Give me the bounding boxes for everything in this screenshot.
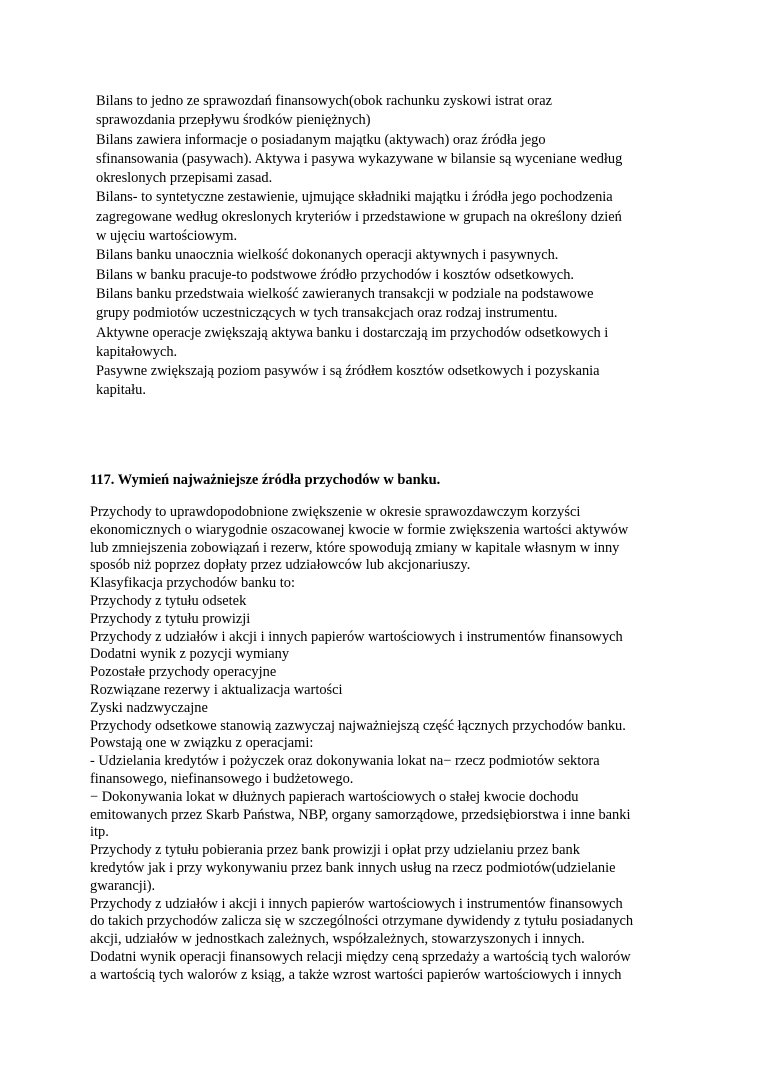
text-line: Bilans w banku pracuje-to podstwowe źródło przychodów i kosztów odsetkowych. [96,266,574,283]
text-line: Pasywne zwiększają poziom pasywów i są źródłem kosztów odsetkowych i pozyskania [96,363,600,380]
text-line: Bilans- to syntetyczne zestawienie, ujmujące składniki majątku i źródła jego pochodzenia [96,189,613,206]
text-line: okreslonych przepisami zasad. [96,170,273,187]
text-line: lub zmniejszenia zobowiązań i rezerw, które spowodują zmiany w kapitale własnym w inny [90,539,620,556]
text-line: finansowego, niefinansowego i budżetowego. [90,770,354,787]
text-line: Przychody to uprawdopodobnione zwiększenie w okresie sprawozdawczym korzyści [90,504,581,520]
list-item: Zyski nadzwyczajne [90,699,208,716]
text-line: do takich przychodów zalicza się w szczególności otrzymane dywidendy z tytułu posiadanych [90,913,634,930]
text-line: itp. [90,824,109,841]
text-line: kapitału. [96,382,146,399]
text-line: gwarancji). [90,877,156,894]
list-item: Dodatni wynik z pozycji wymiany [90,646,290,663]
text-line: Dodatni wynik operacji finansowych relacji między ceną sprzedaży a wartością tych walorów [90,948,631,965]
text-line: Przychody z tytułu pobierania przez bank prowizji i opłat przy udzielaniu przez bank [90,842,580,859]
text-line: Przychody odsetkowe stanowią zazwyczaj najważniejszą część łącznych przychodów banku. [90,717,626,734]
text-line: emitowanych przez Skarb Państwa, NBP, organy samorządowe, przedsiębiorstwa i inne banki [90,806,631,823]
text-line: Klasyfikacja przychodów banku to: [90,575,296,592]
list-item: Przychody z tytułu prowizji [90,610,251,627]
text-line: sposób niż poprzez dopłaty przez udziałowców lub akcjonariuszy. [90,557,471,574]
question-heading: 117. Wymień najważniejsze źródła przychodów w banku. [90,472,441,488]
balance-sheet-paragraph [96,92,696,401]
text-line: Powstają one w związku z operacjami: [90,735,314,752]
text-line: Bilans to jedno ze sprawozdań finansowych(obok rachunku zyskowi istrat oraz [96,93,552,109]
revenue-sources-paragraph [90,504,690,985]
text-line: kapitałowych. [96,343,178,360]
text-line: sprawozdania przepływu środków pieniężnych) [96,112,371,129]
list-item: Rozwiązane rezerwy i aktualizacja wartości [90,681,343,698]
text-line: Bilans zawiera informacje o posiadanym majątku (aktywach) oraz źródła jego [96,131,546,148]
text-line: zagregowane według okreslonych kryteriów i przedstawione w grupach na określony dzień [96,208,622,225]
text-line: grupy podmiotów uczestniczących w tych transakcjach oraz rodzaj instrumentu. [96,305,558,322]
list-item: Przychody z udziałów i akcji i innych papierów wartościowych i instrumentów finansowych [90,628,623,645]
text-line: − Dokonywania lokat w dłużnych papierach wartościowych o stałej kwocie dochodu [90,788,579,805]
text-line: Przychody z udziałów i akcji i innych papierów wartościowych i instrumentów finansowych [90,895,623,912]
text-line: a wartością tych walorów z ksiąg, a także wzrost wartości papierów wartościowych i innych [90,966,622,983]
text-line: - Udzielania kredytów i pożyczek oraz dokonywania lokat na− rzecz podmiotów sektora [90,753,600,770]
text-line: ekonomicznych o wiarygodnie oszacowanej kwocie w formie zwiększenia wartości aktywów [90,521,629,538]
text-line: Aktywne operacje zwiększają aktywa banku i dostarczają im przychodów odsetkowych i [96,324,609,341]
text-line: kredytów jak i przy wykonywaniu przez bank innych usług na rzecz podmiotów(udzielanie [90,859,616,876]
text-line: Bilans banku przedstwaia wielkość zawieranych transakcji w podziale na podstawowe [96,285,594,302]
text-line: w ujęciu wartościowym. [96,228,238,245]
list-item: Przychody z tytułu odsetek [90,592,247,609]
text-line: Bilans banku unaocznia wielkość dokonanych operacji aktywnych i pasywnych. [96,247,559,264]
list-item: Pozostałe przychody operacyjne [90,664,277,681]
text-line: sfinansowania (pasywach). Aktywa i pasywa wykazywane w bilansie są wyceniane według [96,150,623,167]
text-line: akcji, udziałów w jednostkach zależnych, współzależnych, stowarzyszonych i innych. [90,931,585,948]
